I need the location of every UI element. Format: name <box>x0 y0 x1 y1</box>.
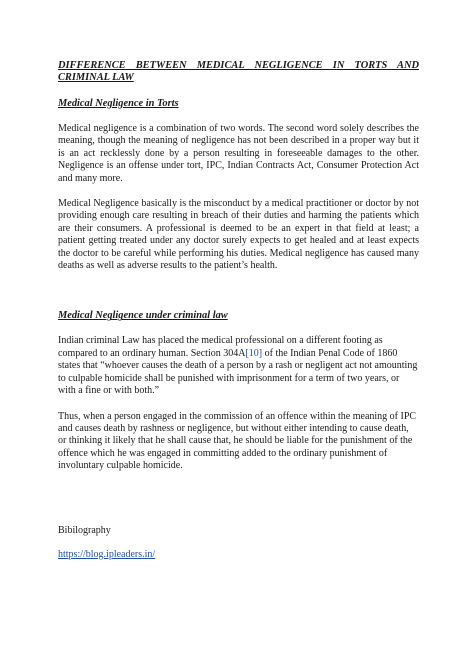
paragraph-torts-misconduct: Medical Negligence basically is the misconduct by a medical practitioner or doctor by not providing enough care resulting in breach of their duties and harming the patients which are their consumers. A professional is deemed to be an expert in that field at least; a patient getting treated under any doctor surely expects to get healed and at least expects the doctor to be careful while performing his duties. Medical negligence has caused many deaths as well as adverse results to the patient’s health. <box>58 198 419 272</box>
paragraph-text-before-reference: Indian criminal Law has placed the medical professional on a different footing as compared to an ordinary human. Section 304A <box>58 335 383 359</box>
document-body <box>58 60 419 561</box>
bibliography-link[interactable]: https://blog.ipleaders.in/ <box>58 548 156 560</box>
paragraph-torts-definition: Medical negligence is a combination of two words. The second word solely describes the meaning, though the meaning of negligence has not been described in a proper way but it is an act recklessly done by a person resulting in foreseeable damages to the other. Negligence is an offense under tort, IPC, Indian Contracts Act, Consumer Protection Act and many more. <box>58 123 419 184</box>
section-heading-torts: Medical Negligence in Torts <box>58 98 179 109</box>
section-heading-criminal-law: Medical Negligence under criminal law <box>58 310 228 322</box>
document-title: DIFFERENCE BETWEEN MEDICAL NEGLIGENCE IN TORTS AND CRIMINAL LAW <box>58 60 419 83</box>
bibliography-label: Bibilography <box>58 524 111 536</box>
bibliography-entry <box>58 549 419 561</box>
paragraph-criminal-section-304a <box>58 335 419 397</box>
paragraph-criminal-liability: Thus, when a person engaged in the commission of an offence within the meaning of IPC and causes death by rashness or negligence, but without either intending to cause death, or thinking it likely that he shall cause that, he should be liable for the punishment of the offence which he was engaged in committing added to the ordinary punishment of involuntary culpable homicide. <box>58 410 417 472</box>
paragraph-text-after-reference: of the Indian Penal Code of 1860 states that “whoever causes the death of a person by a rash or negligent act not amounting to culpable homicide shall be punished with imprisonment for a term of two years, or with a fine or with both.” <box>58 347 418 397</box>
footnote-reference-link[interactable]: [10] <box>245 347 263 359</box>
